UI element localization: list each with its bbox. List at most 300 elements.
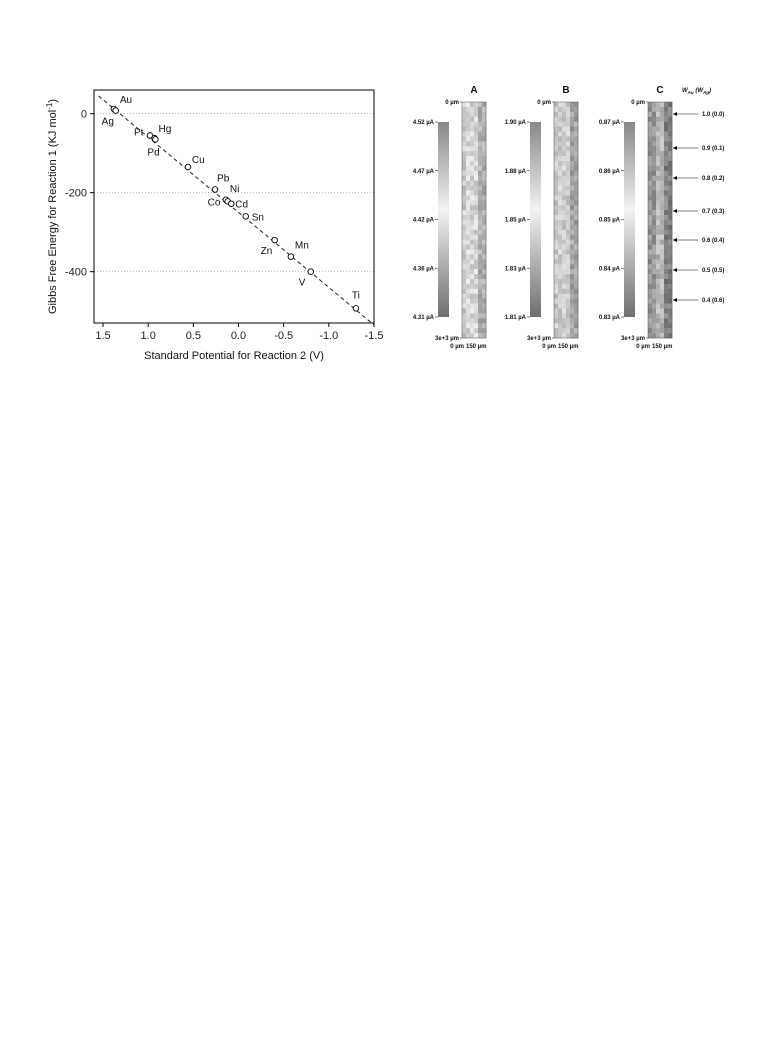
heatmap-cell (648, 210, 652, 215)
heatmap-cell (664, 328, 668, 333)
gibbs-energy-scatter-chart (40, 80, 384, 370)
heatmap-cell (482, 264, 486, 269)
heatmap-cell (566, 151, 570, 156)
heatmap-cell (470, 304, 474, 309)
heatmap-cell (478, 333, 482, 338)
heatmap-cell (664, 151, 668, 156)
heatmap-cell (462, 122, 466, 127)
heatmap-cell (570, 323, 574, 328)
heatmap-cell (668, 323, 672, 328)
heatmap-cell (562, 269, 566, 274)
heatmap-cell (566, 220, 570, 225)
heatmap-cell (652, 141, 656, 146)
heatmap-cell (554, 304, 558, 309)
heatmap-cell (570, 309, 574, 314)
heatmap-cell (466, 304, 470, 309)
heatmap-cell (554, 181, 558, 186)
heatmap-cell (470, 210, 474, 215)
composition-label: 0.4 (0.6) (702, 298, 725, 304)
heatmap-cell (482, 176, 486, 181)
heatmap-cell (652, 127, 656, 132)
heatmap-cell (554, 299, 558, 304)
heatmap-cell (570, 205, 574, 210)
heatmap-cell (656, 264, 660, 269)
heatmap-cell (566, 195, 570, 200)
heatmap-cell (566, 166, 570, 171)
point-label-cd: Cd (235, 199, 249, 211)
heatmap-cell (660, 279, 664, 284)
heatmap-cell (478, 318, 482, 323)
data-point-cd (228, 201, 234, 207)
heatmap-cell (652, 215, 656, 220)
heatmap-cell (474, 269, 478, 274)
heatmap-cell (466, 171, 470, 176)
heatmap-cell (470, 146, 474, 151)
heatmap-cell (648, 161, 652, 166)
heatmap-cell (668, 200, 672, 205)
colorbar-label: 4.42 µA (412, 217, 434, 224)
heatmap-cell (668, 186, 672, 191)
heatmap-cell (648, 264, 652, 269)
heatmap-cell (478, 210, 482, 215)
heatmap-cell (562, 294, 566, 299)
heatmap-cell (574, 181, 578, 186)
heatmap-cell (462, 151, 466, 156)
heatmap-cell (478, 166, 482, 171)
colorbar-label: 0.85 µA (598, 217, 620, 224)
heatmap-cell (478, 254, 482, 259)
heatmap-cell (462, 328, 466, 333)
heatmap-cell (660, 151, 664, 156)
heatmap-cell (664, 254, 668, 259)
heatmap-cell (656, 205, 660, 210)
heatmap-cell (664, 215, 668, 220)
heatmap-cell (566, 309, 570, 314)
heatmap-cell (574, 274, 578, 279)
heatmap-cell (570, 274, 574, 279)
heatmap-cell (668, 269, 672, 274)
heatmap-cell (656, 191, 660, 196)
heatmap-cell (466, 191, 470, 196)
heatmap-cell (570, 141, 574, 146)
heatmap-cell (652, 240, 656, 245)
heatmap-cell (462, 195, 466, 200)
heatmap-cell (562, 318, 566, 323)
heatmap-cell (652, 132, 656, 137)
heatmap-cell (660, 225, 664, 230)
arrowhead (673, 298, 677, 302)
colorbar-label: 1.83 µA (504, 266, 526, 273)
heatmap-cell (482, 309, 486, 314)
heatmap-cell (482, 102, 486, 107)
heatmap-cell (562, 181, 566, 186)
heatmap-cell (470, 117, 474, 122)
heatmap-cell (478, 195, 482, 200)
heatmap-cell (482, 289, 486, 294)
heatmap-cell (668, 215, 672, 220)
heatmap-cell (470, 151, 474, 156)
heatmap-cell (570, 161, 574, 166)
point-label-hg: Hg (158, 124, 172, 136)
y-bottom-label: 3e+3 µm (435, 336, 459, 342)
heatmap-cell (474, 250, 478, 255)
heatmap-cell (478, 274, 482, 279)
heatmap-cell (478, 235, 482, 240)
heatmap-cell (562, 279, 566, 284)
data-point-v (308, 269, 314, 275)
heatmap-cell (566, 245, 570, 250)
heatmap-cell (554, 136, 558, 141)
heatmap-cell (562, 191, 566, 196)
colorbar-label: 0.86 µA (598, 168, 620, 175)
heatmap-cell (574, 146, 578, 151)
heatmap-cell (570, 200, 574, 205)
heatmap-cell (470, 230, 474, 235)
heatmap-cell (652, 156, 656, 161)
heatmap-cell (478, 245, 482, 250)
heatmap-cell (478, 250, 482, 255)
heatmap-cell (482, 181, 486, 186)
heatmap-cell (570, 254, 574, 259)
heatmap-cell (566, 323, 570, 328)
heatmap-cell (558, 323, 562, 328)
heatmap-cell (482, 304, 486, 309)
heatmap-cell (470, 200, 474, 205)
point-label-sn: Sn (251, 212, 264, 224)
heatmap-cell (470, 309, 474, 314)
heatmap-cell (558, 235, 562, 240)
heatmap-cell (570, 102, 574, 107)
heatmap-cell (482, 195, 486, 200)
heatmap-cell (570, 117, 574, 122)
heatmap-cell (652, 122, 656, 127)
heatmap-cell (482, 117, 486, 122)
heatmap-cell (562, 274, 566, 279)
heatmap-cell (562, 333, 566, 338)
heatmap-cell (462, 132, 466, 137)
heatmap-cell (668, 205, 672, 210)
heatmap-cell (558, 328, 562, 333)
heatmap-cell (482, 191, 486, 196)
heatmap-cell (656, 318, 660, 323)
heatmap-cell (554, 171, 558, 176)
heatmap-cell (466, 181, 470, 186)
heatmap-cell (562, 284, 566, 289)
heatmap-cell (652, 112, 656, 117)
heatmap-cell (462, 220, 466, 225)
heatmap-cell (466, 102, 470, 107)
heatmap-cell (664, 240, 668, 245)
heatmap-cell (466, 254, 470, 259)
heatmap-cell (474, 225, 478, 230)
heatmap-cell (574, 132, 578, 137)
heatmap-cell (668, 304, 672, 309)
heatmap-cell (474, 210, 478, 215)
heatmap-cell (668, 240, 672, 245)
composition-header-part: Au (687, 90, 694, 95)
heatmap-cell (668, 318, 672, 323)
heatmap-cell (558, 264, 562, 269)
heatmap-cell (554, 333, 558, 338)
point-label-au: Au (119, 94, 133, 106)
heatmap-cell (648, 181, 652, 186)
heatmap-cell (462, 279, 466, 284)
heatmap-cell (664, 176, 668, 181)
heatmap-cell (554, 245, 558, 250)
heatmap-cell (554, 117, 558, 122)
arrowhead (673, 209, 677, 213)
heatmap-cell (648, 141, 652, 146)
heatmap-cell (570, 176, 574, 181)
heatmap-cell (566, 102, 570, 107)
y-top-label: 0 µm (445, 100, 459, 106)
heatmap-cell (558, 136, 562, 141)
heatmap-cell (660, 186, 664, 191)
heatmap-cell (656, 146, 660, 151)
heatmap-cell (558, 220, 562, 225)
heatmap-cell (558, 274, 562, 279)
heatmap-cell (558, 127, 562, 132)
heatmap-cell (474, 151, 478, 156)
heatmap-cell (466, 107, 470, 112)
heatmap-cell (482, 151, 486, 156)
heatmap-cell (562, 220, 566, 225)
heatmap-cell (668, 151, 672, 156)
scatter-plot-svg (40, 80, 384, 370)
heatmap-cell (566, 107, 570, 112)
heatmap-cell (554, 240, 558, 245)
heatmap-cell (656, 215, 660, 220)
heatmap-cell (474, 309, 478, 314)
heatmap-cell (664, 220, 668, 225)
heatmap-cell (660, 313, 664, 318)
heatmap-cell (574, 279, 578, 284)
heatmap-cell (554, 259, 558, 264)
heatmap-cell (558, 161, 562, 166)
heatmap-cell (462, 156, 466, 161)
heatmap-cell (664, 181, 668, 186)
heatmap-cell (648, 313, 652, 318)
heatmap-cell (482, 225, 486, 230)
heatmap-cell (660, 146, 664, 151)
heatmap-cell (566, 235, 570, 240)
heatmap-cell (466, 250, 470, 255)
heatmap-cell (466, 161, 470, 166)
heatmap-cell (470, 259, 474, 264)
heatmap-cell (478, 146, 482, 151)
x-tick-label: 1.5 (95, 330, 111, 342)
heatmap-cell (566, 181, 570, 186)
heatmap-cell (570, 245, 574, 250)
heatmap-cell (668, 195, 672, 200)
composition-header-part: W (682, 88, 688, 94)
heatmap-cell (470, 235, 474, 240)
heatmap-cell (562, 264, 566, 269)
heatmap-cell (478, 151, 482, 156)
heatmap-c-svg (584, 80, 734, 365)
heatmap-cell (656, 122, 660, 127)
heatmap-cell (668, 107, 672, 112)
heatmap-cell (474, 328, 478, 333)
heatmap-cell (474, 304, 478, 309)
heatmap-cell (668, 328, 672, 333)
heatmap-cell (648, 230, 652, 235)
heatmap-cell (652, 294, 656, 299)
heatmap-cell (482, 230, 486, 235)
heatmap-cell (652, 205, 656, 210)
heatmap-cell (562, 171, 566, 176)
heatmap-cell (656, 328, 660, 333)
heatmap-cell (562, 132, 566, 137)
heatmap-cell (668, 289, 672, 294)
heatmap-cell (554, 284, 558, 289)
heatmap-cell (482, 127, 486, 132)
heatmap-cell (482, 112, 486, 117)
heatmap-cell (656, 200, 660, 205)
heatmap-cell (482, 146, 486, 151)
heatmap-cell (558, 333, 562, 338)
point-label-zn: Zn (260, 246, 273, 258)
heatmap-cell (652, 107, 656, 112)
heatmap-cell (562, 195, 566, 200)
heatmap-cell (482, 166, 486, 171)
heatmap-cell (478, 328, 482, 333)
colorbar (530, 122, 541, 317)
heatmap-cell (570, 107, 574, 112)
heatmap-cell (566, 250, 570, 255)
heatmap-cell (478, 107, 482, 112)
heatmap-cell (656, 313, 660, 318)
heatmap-cell (660, 304, 664, 309)
heatmap-cell (470, 284, 474, 289)
heatmap-cell (656, 299, 660, 304)
heatmap-cell (574, 215, 578, 220)
heatmap-cell (660, 107, 664, 112)
heatmap-cell (660, 284, 664, 289)
heatmap-cell (462, 200, 466, 205)
heatmap-cell (656, 136, 660, 141)
heatmap-cell (558, 102, 562, 107)
heatmap-cell (664, 313, 668, 318)
heatmap-cell (664, 195, 668, 200)
heatmap-cell (482, 294, 486, 299)
heatmap-cell (664, 309, 668, 314)
heatmap-cell (462, 240, 466, 245)
heatmap-cell (554, 102, 558, 107)
heatmap-cell (482, 333, 486, 338)
heatmap-cell (562, 141, 566, 146)
heatmap-cell (466, 284, 470, 289)
heatmap-cell (648, 250, 652, 255)
heatmap-cell (470, 132, 474, 137)
heatmap-cell (462, 313, 466, 318)
heatmap-cell (462, 141, 466, 146)
heatmap-cell (660, 235, 664, 240)
x-axis-ticks (95, 323, 383, 342)
heatmap-cell (652, 117, 656, 122)
heatmap-cell (660, 215, 664, 220)
heatmap-cell (566, 156, 570, 161)
heatmap-cell (574, 313, 578, 318)
heatmap-cell (558, 284, 562, 289)
heatmap-cell (668, 191, 672, 196)
heatmap-cell (482, 220, 486, 225)
heatmap-cell (664, 141, 668, 146)
heatmap-cell (656, 284, 660, 289)
heatmap-cell (574, 240, 578, 245)
heatmap-cell (566, 294, 570, 299)
heatmap-cell (574, 245, 578, 250)
heatmap-cell (462, 259, 466, 264)
heatmap-cell (462, 127, 466, 132)
heatmap-cell (660, 112, 664, 117)
heatmap-cell (562, 235, 566, 240)
heatmap-cell (656, 141, 660, 146)
heatmap-cell (562, 102, 566, 107)
heatmap-cell (466, 205, 470, 210)
heatmap-cell (466, 225, 470, 230)
heatmap-cell (664, 132, 668, 137)
heatmap-cell (474, 294, 478, 299)
heatmap-cell (462, 102, 466, 107)
heatmap-cell (566, 161, 570, 166)
heatmap-cell (470, 279, 474, 284)
point-label-co: Co (207, 197, 221, 209)
heatmap-cell (466, 156, 470, 161)
heatmap-cell (478, 132, 482, 137)
heatmap-cell (574, 318, 578, 323)
heatmap-cell (570, 230, 574, 235)
heatmap-cell (562, 299, 566, 304)
heatmap-cell (574, 166, 578, 171)
heatmap-cell (466, 289, 470, 294)
heatmap-cell (466, 269, 470, 274)
heatmap-cell (482, 215, 486, 220)
heatmap-cell (570, 318, 574, 323)
point-label-pd: Pd (147, 147, 160, 159)
heatmap-cell (656, 171, 660, 176)
heatmap-cell (648, 245, 652, 250)
heatmap-cell (562, 289, 566, 294)
heatmap-cell (466, 141, 470, 146)
heatmap-cell (668, 259, 672, 264)
heatmap-cell (558, 225, 562, 230)
heatmap-cell (660, 132, 664, 137)
heatmap-cell (570, 181, 574, 186)
heatmap-cell (566, 215, 570, 220)
heatmap-cell (574, 333, 578, 338)
heatmap-cell (570, 333, 574, 338)
heatmap-cell (474, 141, 478, 146)
panel-letter: C (656, 85, 664, 96)
heatmap-cell (462, 230, 466, 235)
heatmap-cell (482, 205, 486, 210)
heatmap-cell (478, 230, 482, 235)
heatmap-cell (652, 186, 656, 191)
colorbar-label: 4.52 µA (412, 120, 434, 126)
colorbar (624, 122, 635, 317)
heatmap-cell (652, 161, 656, 166)
heatmap-cell (668, 274, 672, 279)
heatmap-cell (474, 215, 478, 220)
heatmap-cell (554, 269, 558, 274)
arrowhead (673, 238, 677, 242)
heatmap-cell (566, 171, 570, 176)
heatmap-cell (664, 107, 668, 112)
heatmap-cell (668, 264, 672, 269)
heatmap-cell (566, 186, 570, 191)
composition-label: 0.9 (0.1) (702, 146, 725, 152)
